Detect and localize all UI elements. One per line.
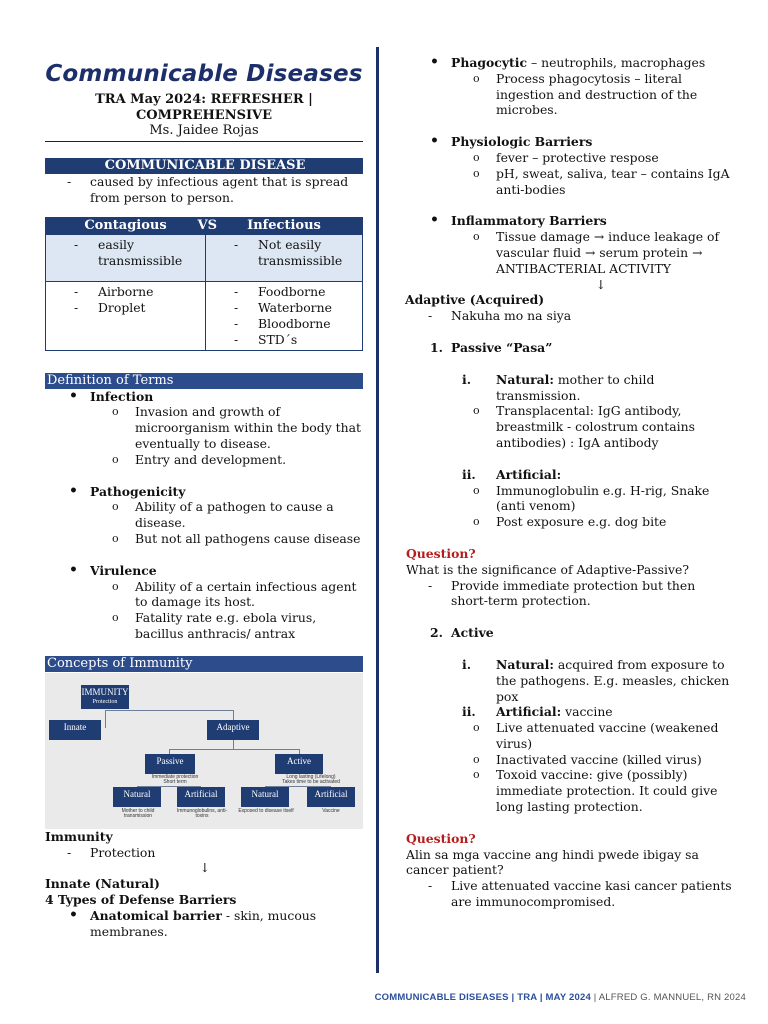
infectious-item: - Foodborne (206, 284, 362, 300)
active-natural-node: Natural (241, 787, 289, 807)
connector-line (105, 710, 233, 711)
pathogenicity-point: o Ability of a pathogen to cause a disease. (45, 499, 363, 531)
page-footer: COMMUNICABLE DISEASES | TRA | MAY 2024 | ALFRED G. MANNUEL, RN 2024 (374, 992, 746, 1003)
passive-natural-node: Natural (113, 787, 161, 807)
innate-heading: Innate (Natural) (45, 876, 160, 892)
infectious-item: - STD´s (206, 332, 362, 348)
active-artificial-caption: Vaccine (322, 807, 340, 814)
adaptive-heading: Adaptive (Acquired) (405, 292, 545, 308)
immunity-node: IMMUNITY Protection (81, 685, 129, 709)
communicable-disease-heading: COMMUNICABLE DISEASE (45, 158, 363, 174)
passive-artificial: ii. Artificial: (462, 466, 562, 482)
term-infection: • Infection (45, 389, 363, 405)
vaccine-type: o Live attenuated vaccine (weakened virus) (406, 720, 736, 752)
contagious-header: Contagious VS (46, 218, 206, 235)
contagious-item: - Droplet (46, 300, 205, 316)
down-arrow: ↓ (595, 276, 607, 292)
immunity-diagram (45, 673, 363, 829)
active-caption: Long lasting (Lifelong) Takes time to be activated (282, 773, 340, 785)
question-answer: - Provide immediate protection but then short-term protection. (406, 578, 736, 610)
vs-label: VS (197, 218, 217, 234)
page-title: Communicable Diseases (45, 61, 363, 87)
physiologic-sub: o fever – protective respose (406, 150, 736, 166)
active-natural: i. Natural: acquired from exposure to the pathogens. E.g. measles, chicken pox (462, 656, 730, 704)
passive-artificial-caption: Immunoglobulins, anti-toxins (176, 807, 228, 819)
passive-natural-caption: Mother to child transmission (121, 807, 155, 819)
phagocytic-sub: o Process phagocytosis – literal ingestion and destruction of the microbes. (406, 71, 736, 118)
passive-artificial-node: Artificial (177, 787, 225, 807)
question-text: Alin sa mga vaccine ang hindi pwede ibigay sa cancer patient? (406, 846, 699, 878)
anatomical-barrier-item: • Anatomical barrier - skin, mucous membranes. (45, 908, 363, 940)
vaccine-type: o Inactivated vaccine (killed virus) (406, 752, 736, 768)
passive-node: Passive (145, 754, 195, 774)
immunity-protection: - Protection (45, 845, 363, 861)
term-pathogenicity: • Pathogenicity (45, 484, 363, 500)
defense-barriers-heading: 4 Types of Defense Barriers (45, 891, 237, 907)
question-label: Question? (406, 830, 476, 846)
connector-line (233, 710, 234, 720)
active-heading: 2. Active (430, 625, 494, 641)
author: Ms. Jaidee Rojas (149, 123, 259, 139)
adaptive-dash: - Nakuha mo na siya (406, 308, 736, 324)
virulence-point: o Ability of a certain infectious agent to damage its host. (45, 579, 363, 611)
contagious-item: - Airborne (46, 284, 205, 300)
connector-line (169, 749, 299, 750)
virulence-point: o Fatality rate e.g. ebola virus, bacillus anthracis/ antrax (45, 610, 363, 642)
passive-caption: Immediate protection Short term (151, 773, 199, 785)
innate-node: Innate (49, 720, 101, 740)
active-artificial-node: Artificial (307, 787, 355, 807)
term-virulence: • Virulence (45, 563, 363, 579)
question-label: Question? (406, 545, 476, 561)
contagious-vs-infectious-table (45, 217, 363, 350)
inflammatory-barriers: • Inflammatory Barriers (406, 213, 736, 229)
passive-artificial-sub: o Post exposure e.g. dog bite (406, 514, 736, 530)
concepts-of-immunity-heading: Concepts of Immunity (45, 656, 363, 672)
left-column (45, 60, 363, 939)
contagious-row1: - easily transmissible (46, 237, 205, 269)
page-subtitle: TRA May 2024: REFRESHER | COMPREHENSIVE (95, 92, 313, 123)
passive-natural: i. Natural: mother to child transmission. (462, 371, 655, 403)
column-divider (376, 47, 379, 973)
connector-line (105, 710, 106, 728)
infectious-row1: - Not easily transmissible (206, 237, 362, 269)
definition-of-terms-heading: Definition of Terms (45, 373, 363, 389)
pathogenicity-point: o But not all pathogens cause disease (45, 531, 363, 547)
down-arrow: ↓ (199, 860, 211, 876)
active-natural-caption: Exposed to disease itself (238, 807, 294, 814)
physiologic-barriers: • Physiologic Barriers (406, 134, 736, 150)
adaptive-node: Adaptive (207, 720, 259, 740)
active-node: Active (275, 754, 323, 774)
vaccine-type: o Toxoid vaccine: give (possibly) immediate protection. It could give long lasting protection. (406, 767, 736, 814)
infectious-item: - Bloodborne (206, 316, 362, 332)
immunity-label: Immunity (45, 828, 113, 844)
passive-artificial-sub: o Immunoglobulin e.g. H-rig, Snake (anti venom) (406, 483, 736, 515)
question-text: What is the significance of Adaptive-Passive? (406, 561, 689, 577)
infectious-header: Infectious (206, 218, 363, 235)
question-answer: - Live attenuated vaccine kasi cancer patients are immunocompromised. (406, 878, 736, 910)
physiologic-sub: o pH, sweat, saliva, tear – contains IgA anti-bodies (406, 166, 736, 198)
passive-heading: 1. Passive “Pasa” (430, 339, 553, 355)
communicable-definition: - caused by infectious agent that is spread from person to person. (45, 174, 363, 206)
infectious-item: - Waterborne (206, 300, 362, 316)
infection-point: o Entry and development. (45, 452, 363, 468)
right-column (406, 55, 736, 910)
passive-natural-sub: o Transplacental: IgG antibody, breastmilk - colostrum contains antibodies) : IgA antibody (406, 403, 736, 450)
infection-point: o Invasion and growth of microorganism within the body that eventually to disease. (45, 404, 363, 451)
phagocytic-item: • Phagocytic – neutrophils, macrophages (406, 55, 736, 71)
inflammatory-sub: o Tissue damage → induce leakage of vascular fluid → serum protein → ANTIBACTERIAL ACTIVITY (406, 229, 736, 276)
active-artificial: ii. Artificial: vaccine (462, 704, 613, 720)
connector-line (233, 739, 234, 749)
